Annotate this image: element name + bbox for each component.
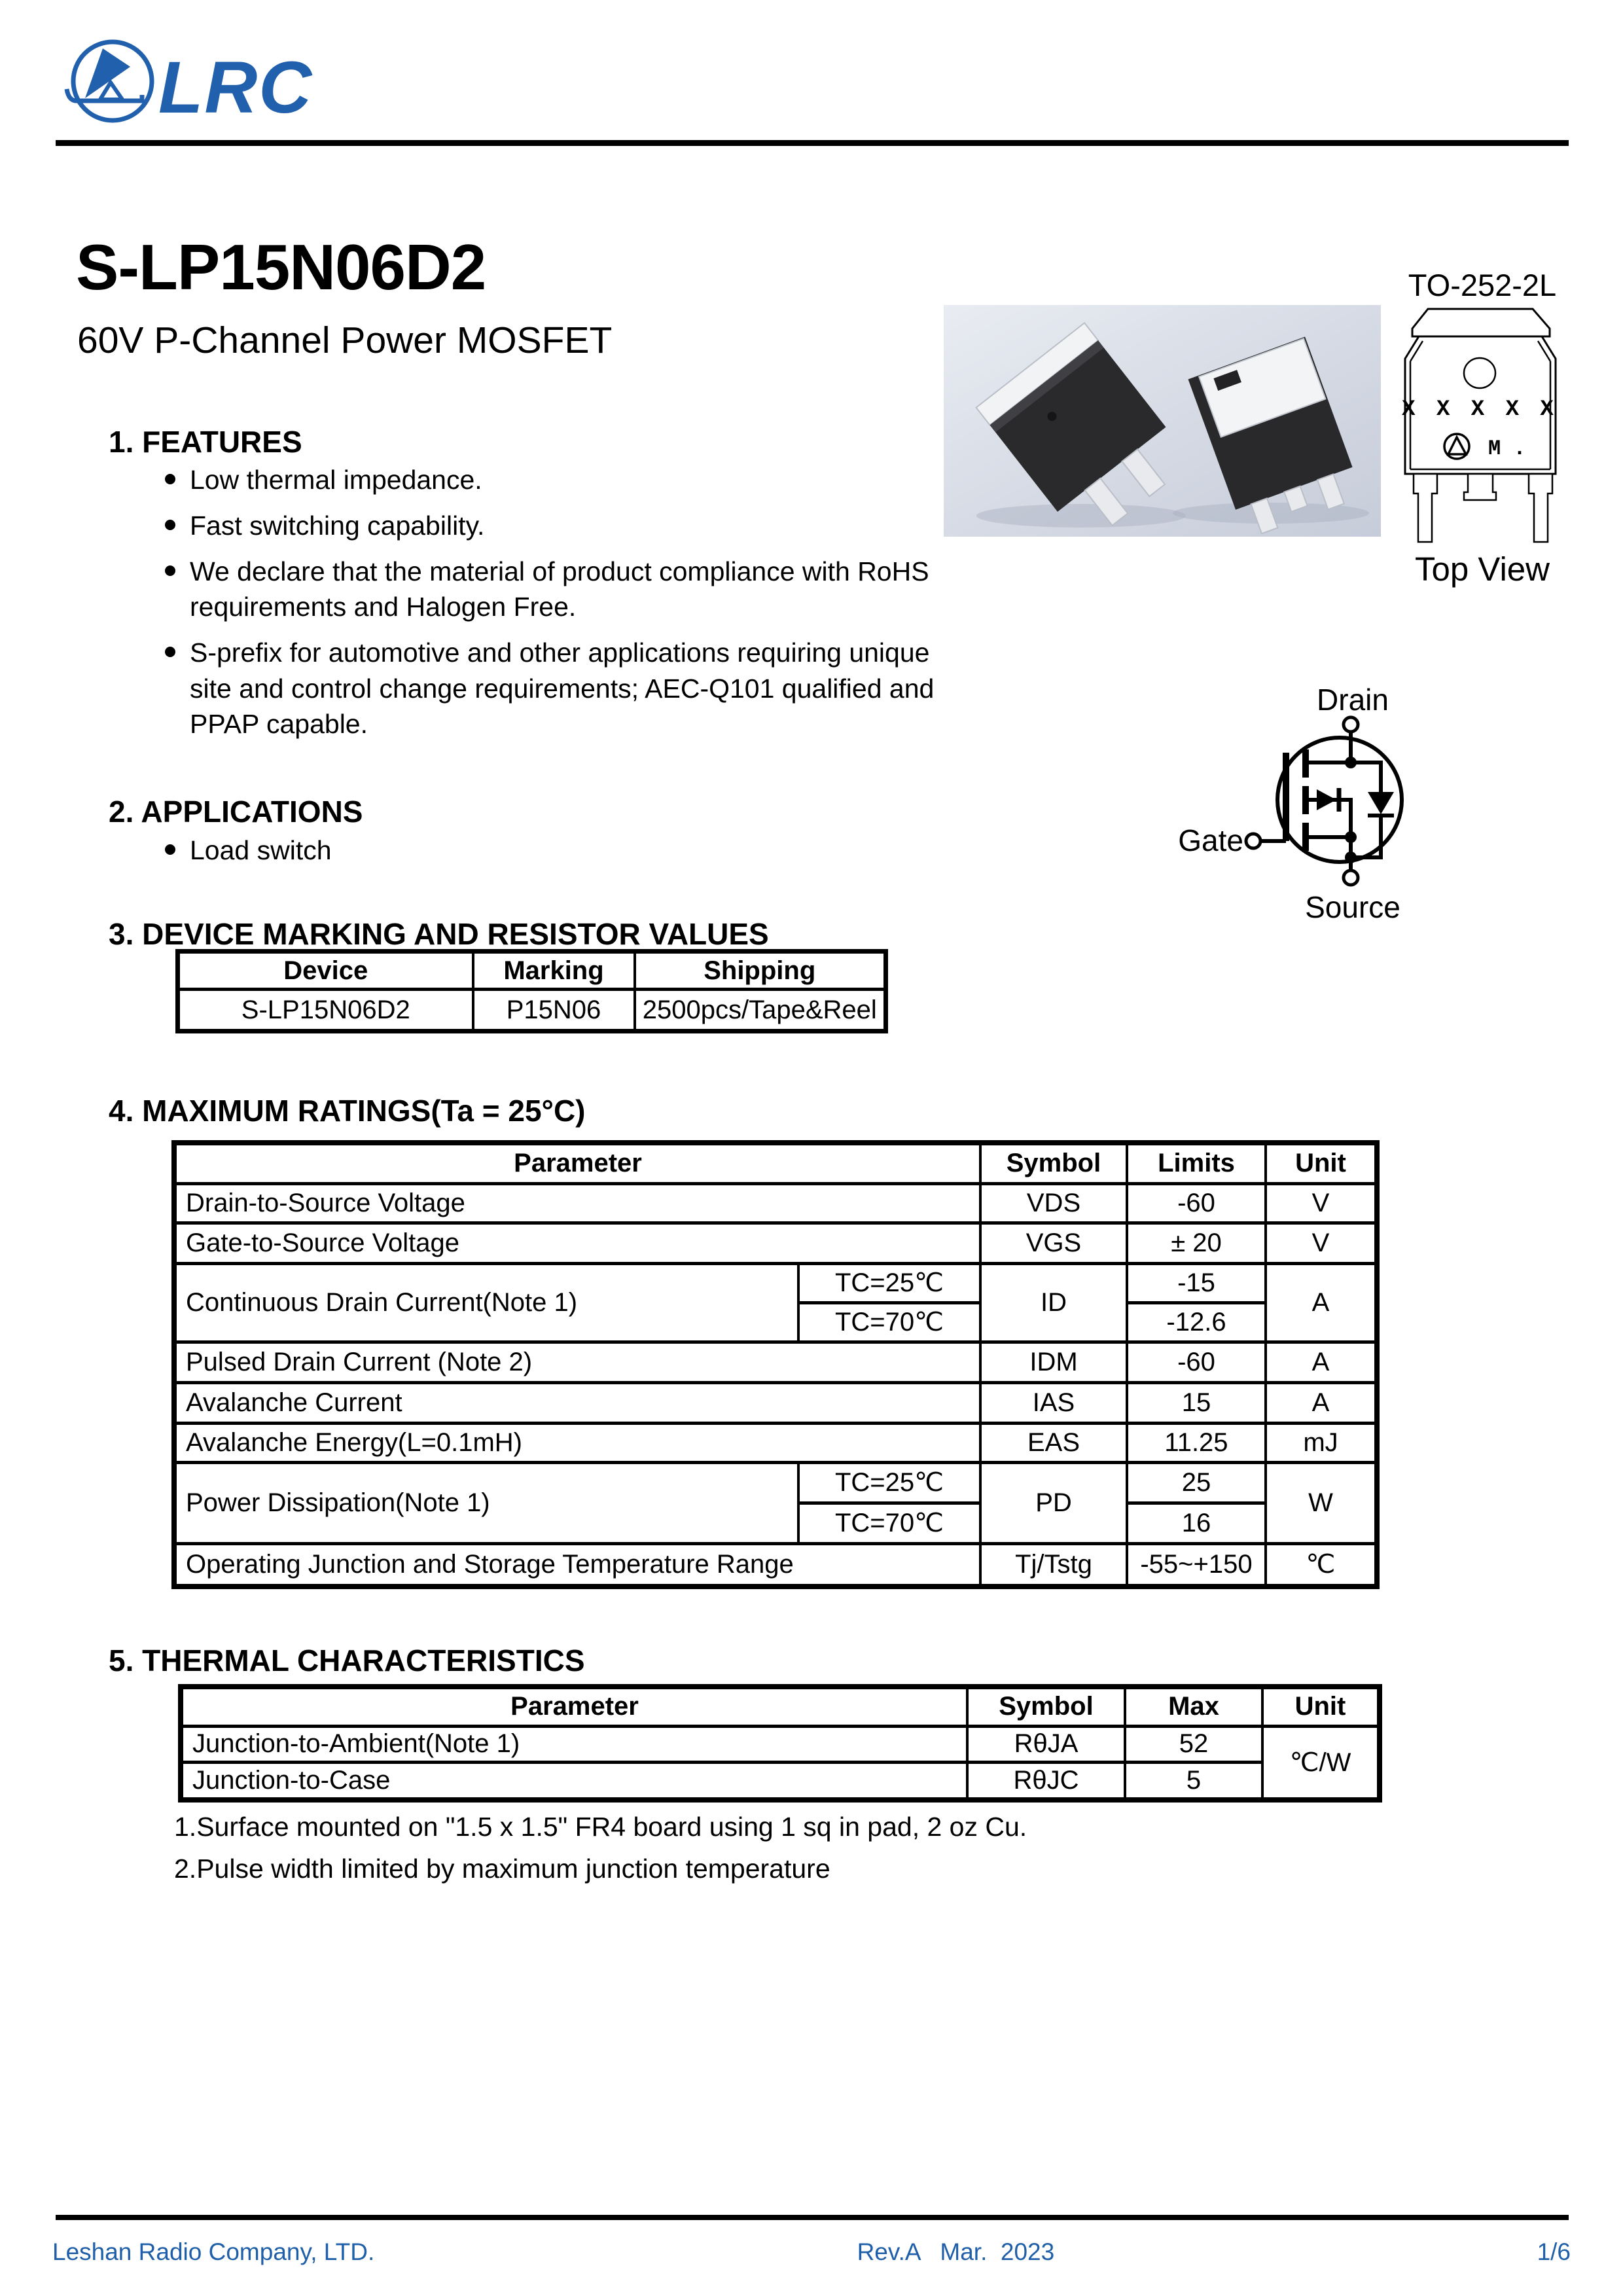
cell-parameter: Pulsed Drain Current (Note 2) [174, 1342, 980, 1382]
column-header: Unit [1266, 1143, 1377, 1183]
cell-limit: ± 20 [1127, 1223, 1266, 1263]
table-row [174, 1543, 1377, 1587]
cell-parameter: Operating Junction and Storage Temperature Range [174, 1543, 980, 1587]
footer-revision: Rev.A Mar. 2023 [857, 2238, 1055, 2265]
column-header: Parameter [181, 1687, 967, 1726]
cell-limit: -60 [1127, 1183, 1266, 1223]
cell-limit: -60 [1127, 1342, 1266, 1382]
table-row [174, 1423, 1377, 1462]
column-header: Symbol [967, 1687, 1125, 1726]
section-heading-marking: 3. DEVICE MARKING AND RESISTOR VALUES [109, 917, 769, 951]
package-marking-lot-text: M . [1488, 437, 1526, 461]
table-row [181, 1726, 1380, 1762]
cell-limit: -55~+150 [1127, 1543, 1266, 1587]
cell-unit: mJ [1266, 1423, 1377, 1462]
cell-marking: P15N06 [473, 990, 635, 1031]
cell-symbol: IAS [980, 1382, 1127, 1423]
header-rule [56, 140, 1569, 146]
cell-symbol: ID [980, 1263, 1127, 1342]
cell-limit: 16 [1127, 1503, 1266, 1543]
cell-symbol: VGS [980, 1223, 1127, 1263]
package-marking-text: X X X X X [1402, 397, 1558, 422]
footnote-2: 2.Pulse width limited by maximum junction temperature [174, 1854, 830, 1884]
cell-parameter: Power Dissipation(Note 1) [174, 1462, 798, 1543]
cell-shipping: 2500pcs/Tape&Reel [635, 990, 886, 1031]
cell-max: 52 [1125, 1726, 1262, 1762]
cell-max: 5 [1125, 1762, 1262, 1800]
logo-text: LRC [158, 46, 313, 128]
cell-unit: V [1266, 1183, 1377, 1223]
table-row [174, 1223, 1377, 1263]
cell-condition: TC=25℃ [798, 1462, 980, 1503]
section-heading-features: 1. FEATURES [109, 425, 302, 459]
page-title-part-number: S-LP15N06D2 [76, 231, 486, 303]
column-header: Unit [1262, 1687, 1380, 1726]
list-item: We declare that the material of product compliance with RoHS requirements and Halogen Free. [162, 554, 974, 624]
table-row [174, 1462, 1377, 1503]
cell-symbol: IDM [980, 1342, 1127, 1382]
cell-symbol: Tj/Tstg [980, 1543, 1127, 1587]
cell-condition: TC=70℃ [798, 1302, 980, 1342]
list-item: Fast switching capability. [162, 508, 974, 543]
cell-parameter: Junction-to-Case [181, 1762, 967, 1800]
package-view-label: Top View [1414, 550, 1550, 588]
drain-label: Drain [1317, 683, 1389, 717]
footer-company: Leshan Radio Company, LTD. [52, 2238, 375, 2265]
section-heading-max-ratings: 4. MAXIMUM RATINGS(Ta = 25°C) [109, 1094, 586, 1128]
cell-parameter: Drain-to-Source Voltage [174, 1183, 980, 1223]
lrc-logo-icon [67, 42, 152, 120]
cell-unit: ℃/W [1262, 1726, 1380, 1800]
footer-page-number: 1/6 [1537, 2238, 1571, 2265]
source-label: Source [1305, 890, 1400, 924]
column-header: Parameter [174, 1143, 980, 1183]
cell-unit: V [1266, 1223, 1377, 1263]
list-item: S-prefix for automotive and other applications requiring unique site and control change requirements; AEC-Q101 qualified and PPAP capable. [162, 635, 974, 741]
list-item: Load switch [162, 833, 751, 868]
cell-limit: -15 [1127, 1263, 1266, 1302]
cell-parameter: Gate-to-Source Voltage [174, 1223, 980, 1263]
table-row [174, 1183, 1377, 1223]
cell-limit: -12.6 [1127, 1302, 1266, 1342]
footnote-1: 1.Surface mounted on "1.5 x 1.5" FR4 board using 1 sq in pad, 2 oz Cu. [174, 1812, 1027, 1842]
column-header: Device [178, 952, 473, 990]
lrc-logo [59, 29, 340, 134]
cell-condition: TC=25℃ [798, 1263, 980, 1302]
cell-limit: 15 [1127, 1382, 1266, 1423]
mosfet-symbol-diagram [1165, 674, 1427, 929]
cell-symbol: RθJA [967, 1726, 1125, 1762]
table-row [174, 1382, 1377, 1423]
package-name-label: TO-252-2L [1408, 268, 1557, 302]
thermal-characteristics-table [178, 1684, 1382, 1803]
section-heading-thermal: 5. THERMAL CHARACTERISTICS [109, 1643, 585, 1677]
cell-unit: A [1266, 1263, 1377, 1342]
cell-symbol: RθJC [967, 1762, 1125, 1800]
cell-parameter: Continuous Drain Current(Note 1) [174, 1263, 798, 1342]
table-row [174, 1263, 1377, 1302]
section-heading-applications: 2. APPLICATIONS [109, 795, 363, 829]
column-header: Shipping [635, 952, 886, 990]
cell-symbol: PD [980, 1462, 1127, 1543]
cell-parameter: Avalanche Current [174, 1382, 980, 1423]
cell-symbol: EAS [980, 1423, 1127, 1462]
device-marking-table [175, 949, 888, 1033]
maximum-ratings-table [171, 1140, 1380, 1589]
cell-symbol: VDS [980, 1183, 1127, 1223]
cell-device: S-LP15N06D2 [178, 990, 473, 1031]
cell-unit: A [1266, 1382, 1377, 1423]
page-subtitle: 60V P-Channel Power MOSFET [77, 319, 613, 361]
cell-parameter: Avalanche Energy(L=0.1mH) [174, 1423, 980, 1462]
cell-unit: W [1266, 1462, 1377, 1543]
cell-limit: 11.25 [1127, 1423, 1266, 1462]
footer [52, 2238, 1571, 2266]
column-header: Limits [1127, 1143, 1266, 1183]
cell-unit: ℃ [1266, 1543, 1377, 1587]
cell-parameter: Junction-to-Ambient(Note 1) [181, 1726, 967, 1762]
features-list [162, 462, 974, 752]
column-header: Max [1125, 1687, 1262, 1726]
cell-unit: A [1266, 1342, 1377, 1382]
table-row [174, 1342, 1377, 1382]
package-top-view-drawing [1400, 301, 1565, 550]
applications-list [162, 833, 751, 878]
footer-rule [56, 2215, 1569, 2220]
gate-label: Gate [1178, 823, 1243, 857]
table-row [181, 1762, 1380, 1800]
package-photo [944, 305, 1381, 537]
table-row [178, 990, 886, 1031]
cell-limit: 25 [1127, 1462, 1266, 1503]
cell-condition: TC=70℃ [798, 1503, 980, 1543]
column-header: Marking [473, 952, 635, 990]
column-header: Symbol [980, 1143, 1127, 1183]
list-item: Low thermal impedance. [162, 462, 974, 497]
